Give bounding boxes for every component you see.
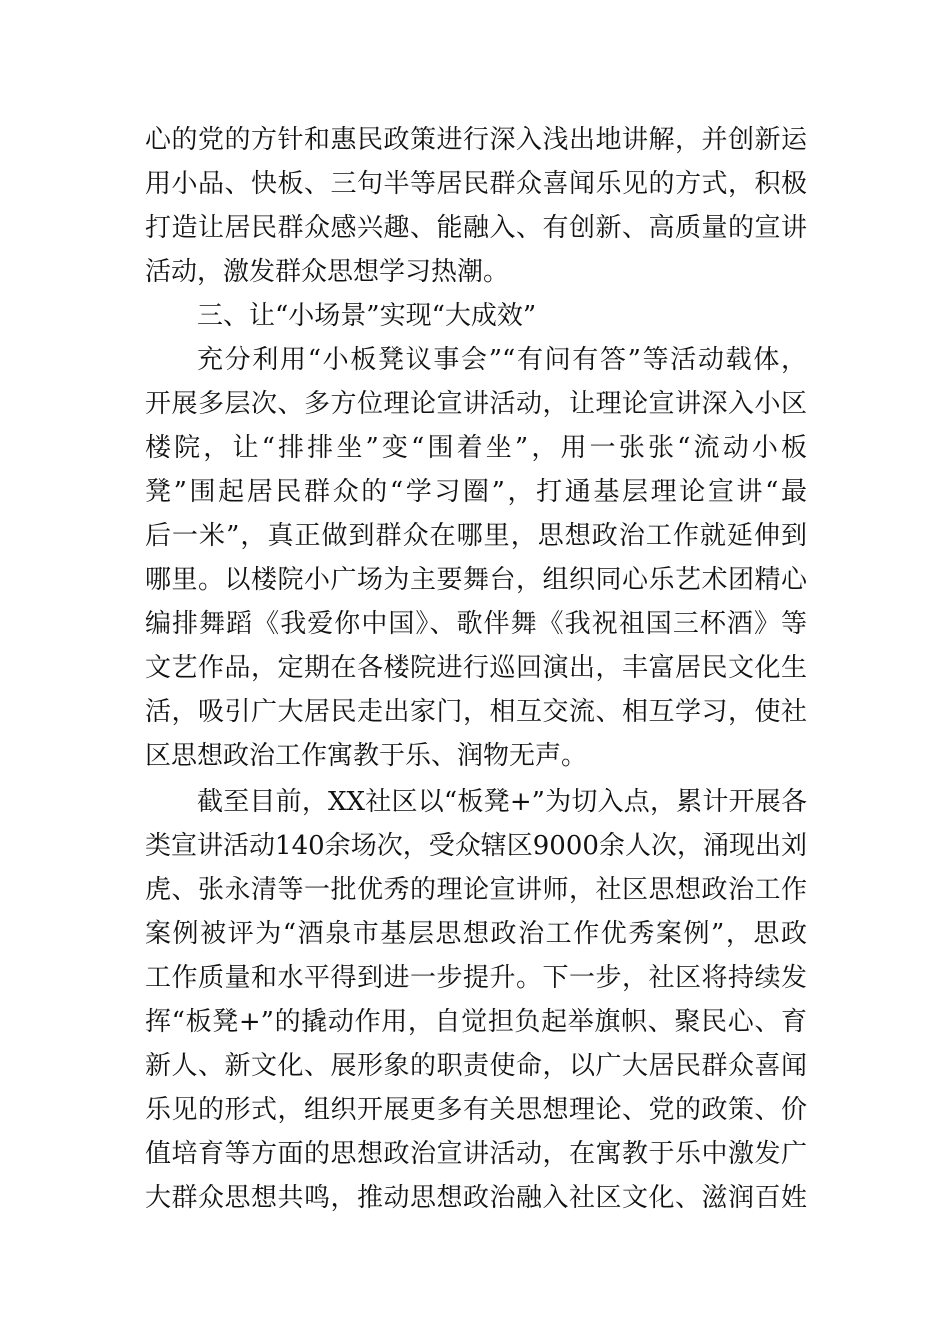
text-line: 心的党的方针和惠民政策进行深入浅出地讲解，并创新运	[145, 125, 807, 155]
text-line: 凳”围起居民群众的“学习圈”，打通基层理论宣讲“最	[145, 477, 807, 507]
section-heading: 三、让“小场景”实现“大成效”	[197, 301, 537, 331]
text-line: 用小品、快板、三句半等居民群众喜闻乐见的方式，积极	[145, 169, 807, 199]
text-line: 充分利用“小板凳议事会”“有问有答”等活动载体，	[197, 345, 807, 375]
text-line: 类宣讲活动140余场次，受众辖区9000余人次，涌现出刘	[145, 831, 807, 861]
text-line: 虎、张永清等一批优秀的理论宣讲师，社区思想政治工作	[145, 875, 807, 905]
text-line: 截至目前，XX社区以“板凳+”为切入点，累计开展各	[197, 787, 807, 817]
text-line: 打造让居民群众感兴趣、能融入、有创新、高质量的宣讲	[145, 213, 807, 243]
text-line: 编排舞蹈《我爱你中国》、歌伴舞《我祝祖国三杯酒》等	[145, 609, 807, 639]
text-line: 新人、新文化、展形象的职责使命，以广大居民群众喜闻	[145, 1051, 807, 1081]
text-line: 后一米”，真正做到群众在哪里，思想政治工作就延伸到	[145, 521, 807, 551]
text-line: 活动，激发群众思想学习热潮。	[145, 257, 510, 287]
text-line: 文艺作品，定期在各楼院进行巡回演出，丰富居民文化生	[145, 653, 807, 683]
text-line: 挥“板凳+”的撬动作用，自觉担负起举旗帜、聚民心、育	[145, 1007, 807, 1037]
text-line: 区思想政治工作寓教于乐、润物无声。	[145, 741, 588, 771]
text-line: 大群众思想共鸣，推动思想政治融入社区文化、滋润百姓	[145, 1183, 807, 1213]
text-line: 开展多层次、多方位理论宣讲活动，让理论宣讲深入小区	[145, 389, 807, 419]
text-line: 工作质量和水平得到进一步提升。下一步，社区将持续发	[145, 963, 807, 993]
text-line: 活，吸引广大居民走出家门，相互交流、相互学习，使社	[145, 697, 807, 727]
text-line: 哪里。以楼院小广场为主要舞台，组织同心乐艺术团精心	[145, 565, 807, 595]
text-line: 乐见的形式，组织开展更多有关思想理论、党的政策、价	[145, 1095, 807, 1125]
text-line: 值培育等方面的思想政治宣讲活动，在寓教于乐中激发广	[145, 1139, 807, 1169]
text-line: 楼院，让“排排坐”变“围着坐”，用一张张“流动小板	[145, 433, 807, 463]
text-line: 案例被评为“酒泉市基层思想政治工作优秀案例”，思政	[145, 919, 807, 949]
